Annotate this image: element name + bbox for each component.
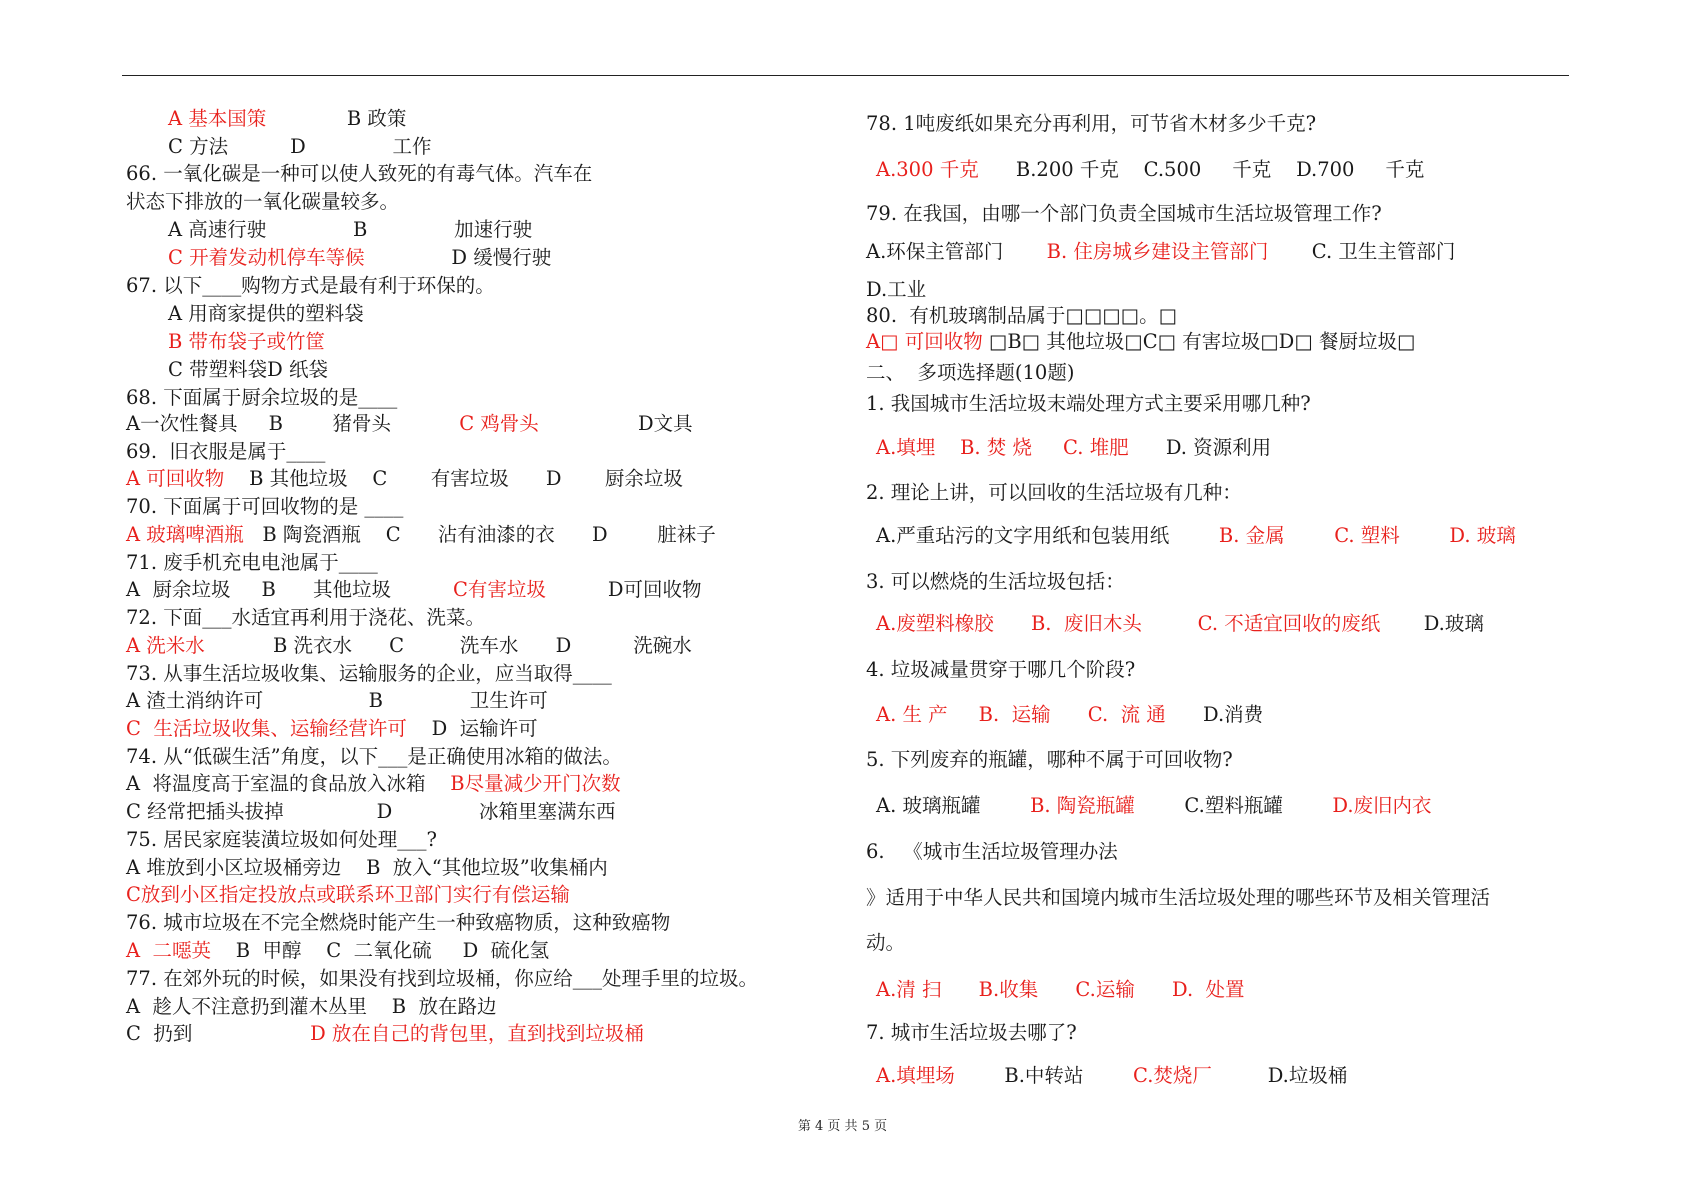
question-text: 71. 废手机充电电池属于____ bbox=[126, 551, 378, 574]
question-text: 动。 bbox=[866, 931, 906, 954]
question-text: 73. 从事生活垃圾收集、运输服务的企业，应当取得____ bbox=[126, 662, 612, 685]
answer-text: C有害垃圾 bbox=[452, 578, 546, 601]
question-text: 2. 理论上讲，可以回收的生活垃圾有几种： bbox=[866, 481, 1242, 504]
left-line bbox=[126, 523, 716, 547]
question-text: A一次性餐具 B 猪骨头 bbox=[126, 412, 460, 435]
question-text: D.玻璃 bbox=[1380, 612, 1484, 635]
right-line bbox=[866, 330, 1415, 354]
question-text: 5. 下列废弃的瓶罐，哪种不属于可回收物? bbox=[866, 748, 1233, 771]
left-line bbox=[168, 218, 532, 242]
question-text: C.塑料瓶罐 bbox=[1134, 794, 1333, 817]
question-text: A 趁人不注意扔到灌木丛里 B 放在路边 bbox=[126, 995, 497, 1018]
right-line bbox=[876, 524, 1516, 548]
question-text: 》适用于中华人民共和国境内城市生活垃圾处理的哪些环节及相关管理活 bbox=[866, 886, 1491, 909]
question-text: 74. 从“低碳生活”角度，以下___是正确使用冰箱的做法。 bbox=[126, 745, 622, 768]
question-text: 76. 城市垃圾在不完全燃烧时能产生一种致癌物质，这种致癌物 bbox=[126, 911, 671, 934]
answer-text: C 开着发动机停车等候 bbox=[168, 246, 365, 269]
right-line bbox=[866, 840, 1118, 864]
answer-text: A□ 可回收物 bbox=[866, 330, 983, 353]
question-text: 70. 下面属于可回收物的是 ____ bbox=[126, 495, 404, 518]
left-line bbox=[168, 107, 406, 131]
left-line bbox=[168, 302, 364, 326]
left-line bbox=[126, 606, 485, 630]
answer-text: C.焚烧厂 bbox=[1133, 1064, 1212, 1087]
right-line bbox=[866, 1021, 1077, 1045]
left-line bbox=[126, 467, 683, 491]
question-text: 状态下排放的一氧化碳量较多。 bbox=[126, 190, 400, 213]
question-text: B 其他垃圾 C 有害垃圾 D 厨余垃圾 bbox=[224, 467, 683, 490]
question-text: □B□ 其他垃圾□C□ 有害垃圾□D□ 餐厨垃圾□ bbox=[982, 330, 1416, 353]
question-text: C 带塑料袋D 纸袋 bbox=[168, 358, 328, 381]
question-text: D.工业 bbox=[866, 278, 927, 301]
answer-text: A.废塑料橡胶 B. 废旧木头 C. 不适宜回收的废纸 bbox=[876, 612, 1381, 635]
question-text: A 渣土消纳许可 B 卫生许可 bbox=[126, 689, 548, 712]
right-line bbox=[876, 703, 1263, 727]
question-text: 1. 我国城市生活垃圾末端处理方式主要采用哪几种? bbox=[866, 392, 1311, 415]
question-text: 69. 旧衣服是属于____ bbox=[126, 440, 326, 463]
left-line bbox=[126, 495, 403, 519]
answer-text: B 带布袋子或竹筐 bbox=[168, 330, 326, 353]
question-text: 78. 1吨废纸如果充分再利用，可节省木材多少千克? bbox=[866, 112, 1317, 135]
right-line bbox=[876, 978, 1245, 1002]
question-text: B 政策 bbox=[266, 107, 407, 130]
right-line bbox=[866, 278, 926, 302]
left-line bbox=[126, 162, 592, 186]
left-line bbox=[126, 551, 378, 575]
right-line bbox=[866, 481, 1242, 505]
question-text: A 高速行驶 B 加速行驶 bbox=[168, 218, 533, 241]
question-text: C. 卫生主管部门 bbox=[1268, 240, 1456, 263]
question-text: 68. 下面属于厨余垃圾的是____ bbox=[126, 386, 398, 409]
left-line bbox=[168, 135, 432, 159]
right-line bbox=[876, 436, 1271, 460]
left-line bbox=[126, 911, 670, 935]
answer-text: B. 陶瓷瓶罐 bbox=[1030, 794, 1135, 817]
right-line bbox=[876, 1064, 1347, 1088]
answer-text: A.300 千克 bbox=[876, 158, 979, 181]
answer-text: A.清 扫 B.收集 C.运输 D. 处置 bbox=[876, 978, 1245, 1001]
answer-text: A.填埋 B. 焚 烧 C. 堆肥 bbox=[876, 436, 1129, 459]
question-text: 6. 《城市生活垃圾管理办法 bbox=[866, 840, 1118, 863]
left-line bbox=[126, 995, 497, 1019]
right-line bbox=[866, 240, 1455, 264]
left-line bbox=[168, 246, 551, 270]
left-line bbox=[126, 190, 399, 214]
question-text: A.严重玷污的文字用纸和包装用纸 bbox=[876, 524, 1219, 547]
question-text: B 陶瓷酒瓶 C 沾有油漆的衣 D 脏袜子 bbox=[243, 523, 716, 546]
right-line bbox=[866, 112, 1316, 136]
answer-text: C 生活垃圾收集、运输经营许可 bbox=[126, 717, 407, 740]
question-text: A 将温度高于室温的食品放入冰箱 bbox=[126, 772, 451, 795]
question-text: 77. 在郊外玩的时候，如果没有找到垃圾桶，你应给___处理手里的垃圾。 bbox=[126, 967, 758, 990]
header-rule bbox=[122, 75, 1569, 76]
question-text: 72. 下面___水适宜再利用于浇花、洗菜。 bbox=[126, 606, 485, 629]
left-line bbox=[126, 440, 325, 464]
question-text: 66. 一氧化碳是一种可以使人致死的有毒气体。汽车在 bbox=[126, 162, 593, 185]
left-line bbox=[126, 856, 608, 880]
right-line bbox=[866, 304, 1177, 328]
question-text: B 甲醇 C 二氧化硫 D 硫化氢 bbox=[210, 939, 550, 962]
question-text: 79. 在我国，由哪一个部门负责全国城市生活垃圾管理工作? bbox=[866, 202, 1382, 225]
question-text: A 堆放到小区垃圾桶旁边 B 放入“其他垃圾”收集桶内 bbox=[126, 856, 608, 879]
answer-text: B. 金属 C. 塑料 D. 玻璃 bbox=[1218, 524, 1516, 547]
answer-text: A. 生 产 B. 运输 C. 流 通 bbox=[876, 703, 1166, 726]
left-line bbox=[168, 330, 325, 354]
left-line bbox=[126, 745, 622, 769]
question-text: C 方法 D 工作 bbox=[168, 135, 432, 158]
right-line bbox=[866, 202, 1382, 226]
question-text: B.中转站 bbox=[954, 1064, 1133, 1087]
answer-text: A 可回收物 bbox=[126, 467, 225, 490]
right-line bbox=[876, 158, 1424, 182]
answer-text: C 鸡骨头 bbox=[459, 412, 539, 435]
left-line bbox=[126, 274, 495, 298]
answer-text: C放到小区指定投放点或联系环卫部门实行有偿运输 bbox=[126, 883, 570, 906]
question-text: D.消费 bbox=[1165, 703, 1264, 726]
page-footer: 第 4 页 共 5 页 bbox=[797, 1119, 888, 1134]
question-text: D可回收物 bbox=[545, 578, 702, 601]
right-line bbox=[866, 748, 1233, 772]
answer-text: B. 住房城乡建设主管部门 bbox=[1046, 240, 1269, 263]
left-line bbox=[126, 386, 397, 410]
question-text: B 洗衣水 C 洗车水 D 洗碗水 bbox=[204, 634, 692, 657]
left-line bbox=[126, 883, 570, 907]
left-line bbox=[126, 828, 437, 852]
question-text: A 厨余垃圾 B 其他垃圾 bbox=[126, 578, 453, 601]
question-text: 75. 居民家庭装潢垃圾如何处理___? bbox=[126, 828, 437, 851]
question-text: 67. 以下____购物方式是最有利于环保的。 bbox=[126, 274, 495, 297]
answer-text: A 基本国策 bbox=[168, 107, 267, 130]
answer-text: D 放在自己的背包里，直到找到垃圾桶 bbox=[310, 1022, 644, 1045]
answer-text: A 二噁英 bbox=[126, 939, 211, 962]
left-line bbox=[126, 772, 621, 796]
left-line bbox=[126, 800, 616, 824]
left-line bbox=[126, 662, 612, 686]
question-text: C 经常把插头拔掉 D 冰箱里塞满东西 bbox=[126, 800, 616, 823]
question-text: A.环保主管部门 bbox=[866, 240, 1047, 263]
left-line bbox=[126, 939, 549, 963]
left-line bbox=[126, 717, 538, 741]
left-line bbox=[126, 412, 693, 436]
question-text: A 用商家提供的塑料袋 bbox=[168, 302, 364, 325]
question-text: 4. 垃圾减量贯穿于哪几个阶段? bbox=[866, 658, 1136, 681]
question-text: D.垃圾桶 bbox=[1211, 1064, 1348, 1087]
question-text: D 运输许可 bbox=[406, 717, 538, 740]
right-line bbox=[866, 931, 905, 955]
question-text: D. 资源利用 bbox=[1128, 436, 1272, 459]
question-text: 二、 多项选择题(10题) bbox=[866, 361, 1075, 384]
question-text: 7. 城市生活垃圾去哪了? bbox=[866, 1021, 1077, 1044]
right-line bbox=[876, 794, 1432, 818]
answer-text: A.填埋场 bbox=[876, 1064, 955, 1087]
answer-text: B尽量减少开门次数 bbox=[450, 772, 621, 795]
right-line bbox=[866, 886, 1490, 910]
right-line bbox=[866, 658, 1135, 682]
left-line bbox=[126, 689, 548, 713]
left-line bbox=[168, 358, 328, 382]
question-text: D文具 bbox=[538, 412, 693, 435]
right-line bbox=[866, 392, 1311, 416]
right-line bbox=[866, 361, 1074, 385]
question-text: 3. 可以燃烧的生活垃圾包括： bbox=[866, 570, 1125, 593]
left-line bbox=[126, 1022, 644, 1046]
answer-text: D.废旧内衣 bbox=[1332, 794, 1432, 817]
question-text: C 扔到 bbox=[126, 1022, 311, 1045]
question-text: D 缓慢行驶 bbox=[364, 246, 552, 269]
left-line bbox=[126, 634, 692, 658]
left-line bbox=[126, 967, 758, 991]
answer-text: A 洗米水 bbox=[126, 634, 205, 657]
question-text: 80. 有机玻璃制品属于□□□□。□ bbox=[866, 304, 1178, 327]
question-text: A. 玻璃瓶罐 bbox=[876, 794, 1031, 817]
question-text: B.200 千克 C.500 千克 D.700 千克 bbox=[978, 158, 1425, 181]
right-line bbox=[866, 570, 1125, 594]
right-line bbox=[876, 612, 1484, 636]
left-line bbox=[126, 578, 702, 602]
answer-text: A 玻璃啤酒瓶 bbox=[126, 523, 244, 546]
